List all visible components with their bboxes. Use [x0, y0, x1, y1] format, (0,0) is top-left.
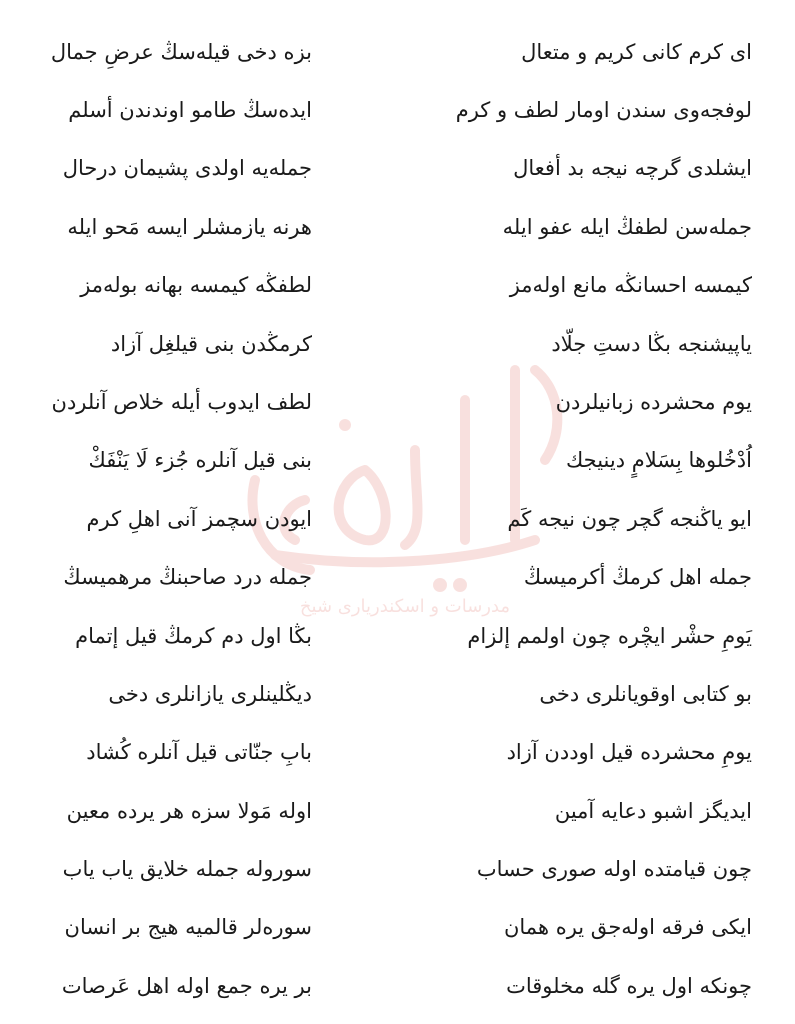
hemistich-first: ای کرم کانی کریم و متعال: [521, 39, 752, 64]
hemistich-first: یاپیشنجه بڭا دستِ جلّاد: [551, 331, 752, 356]
couplet: [22, 432, 752, 490]
couplet: [22, 665, 752, 723]
couplet: [22, 840, 752, 898]
hemistich-second: جمله‌یه اولدی پشیمان درحال: [62, 156, 312, 181]
couplet: [22, 198, 752, 256]
hemistich-second: سوره‌لر قالمیه هیج بر انسان: [64, 915, 312, 940]
couplet: [22, 549, 752, 607]
couplet: [22, 315, 752, 373]
hemistich-second: هرنه یازمشلر ایسه مَحو ایله: [67, 214, 312, 239]
hemistich-second: کرمڭدن بنی قیلغِل آزاد: [110, 331, 312, 356]
hemistich-second: سوروله جمله خلایق یاب یاب: [62, 857, 312, 882]
hemistich-second: لطفڭه کیمسه بهانه بوله‌مز: [80, 273, 312, 298]
hemistich-first: یَومِ حشْر ایچْره چون اولمم إلزام: [467, 623, 752, 648]
hemistich-second: بنی قیل آنلره جُزء لَا یَنْفَكْ: [88, 448, 312, 473]
hemistich-first: کیمسه احسانڭه مانع اوله‌مز: [509, 273, 752, 298]
hemistich-second: لطف ایدوب أیله خلاص آنلردن: [51, 389, 312, 414]
couplet: [22, 607, 752, 665]
hemistich-first: ایشلدی گرچه نیجه بد أفعال: [513, 156, 752, 181]
hemistich-second: بابِ جنّاتی قیل آنلره کُشاد: [86, 740, 312, 765]
hemistich-first: ایدیگز اشبو دعایه آمین: [554, 798, 752, 823]
hemistich-first: چونکه اول یره گله مخلوقات: [506, 973, 752, 998]
couplet: [22, 373, 752, 431]
couplet: [22, 257, 752, 315]
couplet: [22, 140, 752, 198]
hemistich-first: ایکی فرقه اوله‌جق یره همان: [503, 915, 752, 940]
hemistich-second: بزه دخی قیله‌سڭ عرضِ جمال: [50, 39, 312, 64]
hemistich-first: چون قیامتده اوله صوری حساب: [476, 857, 752, 882]
hemistich-first: یومِ محشرده قیل اوددن آزاد: [506, 740, 752, 765]
couplet: [22, 957, 752, 1015]
couplet: [22, 81, 752, 139]
hemistich-first: لوفجه‌وی سندن اومار لطف و کرم: [455, 97, 752, 122]
hemistich-first: یوم محشرده زبانیلردن: [555, 389, 752, 414]
hemistich-second: ایودن سچمز آنی اهلِ کرم: [86, 506, 312, 531]
watermark-subtitle: مدرسات و اسکندریاری شیخ: [299, 596, 511, 617]
poem-body: [22, 23, 752, 1016]
couplet: [22, 490, 752, 548]
hemistich-second: ایده‌سڭ طامو اوندندن أسلم: [68, 97, 312, 122]
couplet: [22, 724, 752, 782]
hemistich-first: ایو یاڭنجه گچر چون نیجه کَم: [507, 506, 752, 531]
hemistich-second: بڭا اول دم کرمڭ قیل إتمام: [75, 623, 312, 648]
hemistich-first: اُدْخُلوها بِسَلامٍ دینیجك: [565, 448, 752, 473]
hemistich-first: جمله‌سن لطفڭ ایله عفو ایله: [502, 214, 752, 239]
hemistich-second: دیڭلینلری یازانلری دخی: [108, 681, 312, 706]
hemistich-second: جمله درد صاحبنڭ مرهمیسڭ: [63, 565, 312, 590]
hemistich-second: بر یره جمع اوله اهل عَرصات: [61, 973, 312, 998]
hemistich-first: بو کتابی اوقویانلری دخی: [539, 681, 752, 706]
hemistich-first: جمله اهل کرمڭ أکرمیسڭ: [523, 565, 752, 590]
couplet: [22, 23, 752, 81]
couplet: [22, 782, 752, 840]
couplet: [22, 899, 752, 957]
hemistich-second: اوله مَولا سزه هر یرده معین: [66, 798, 312, 823]
